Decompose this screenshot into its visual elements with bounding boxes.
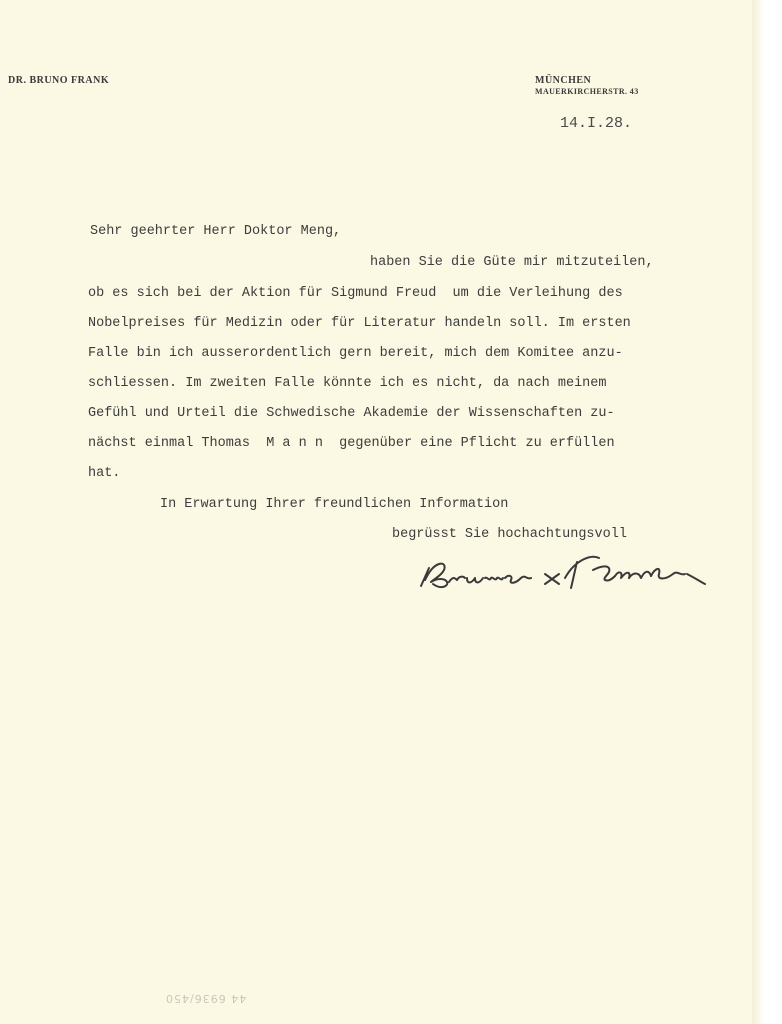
signature-svg	[415, 548, 725, 608]
body-line-7: nächst einmal Thomas M a n n gegenüber eine Pflicht zu erfüllen	[88, 436, 615, 451]
body-line-2: ob es sich bei der Aktion für Sigmund Freud um die Verleihung des	[88, 286, 623, 301]
salutation: Sehr geehrter Herr Doktor Meng,	[90, 224, 342, 239]
letterhead-street: MAUERKIRCHERSTR. 43	[535, 87, 639, 96]
body-line-3: Nobelpreises für Medizin oder für Literatur handeln soll. Im ersten	[88, 316, 631, 331]
body-line-4: Falle bin ich ausserordentlich gern bereit, mich dem Komitee anzu-	[88, 346, 623, 361]
letterhead-city: MÜNCHEN	[535, 75, 592, 86]
body-line-8: hat.	[88, 466, 121, 481]
archive-pencil-mark: 44 6936/450	[165, 992, 247, 1005]
sign-off-line: begrüsst Sie hochachtungsvoll	[392, 527, 627, 542]
letter-date: 14.I.28.	[560, 115, 633, 132]
paper-edge	[752, 0, 782, 1024]
body-line-6: Gefühl und Urteil die Schwedische Akademie der Wissenschaften zu-	[88, 406, 615, 421]
letterhead-name: DR. BRUNO FRANK	[8, 75, 110, 86]
body-line-1: haben Sie die Güte mir mitzuteilen,	[370, 255, 654, 270]
body-line-5: schliessen. Im zweiten Falle könnte ich es nicht, da nach meinem	[88, 376, 607, 391]
handwritten-signature	[415, 548, 725, 613]
closing-line: In Erwartung Ihrer freundlichen Information	[160, 497, 509, 512]
